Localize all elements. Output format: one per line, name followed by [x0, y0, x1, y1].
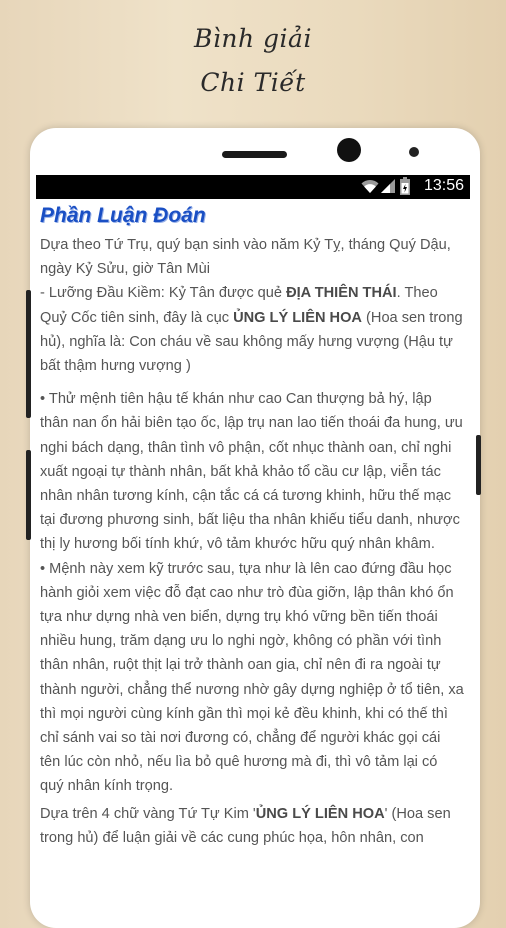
- paragraph-golden-words: [40, 802, 464, 850]
- paragraph-text: Dựa trên 4 chữ vàng Tứ Tự Kim ': [40, 805, 256, 822]
- promo-title-line-1: Bình giải: [194, 24, 312, 53]
- paragraph-text: ' (Hoa sen trong hủ) để luận giải về các cung phúc họa, hôn nhân, con: [40, 805, 451, 846]
- wifi-icon: [361, 178, 379, 198]
- side-button-right: [476, 435, 481, 495]
- app-screen: [36, 175, 470, 900]
- paragraph-text: . Theo Quỷ Cốc tiên sinh, đây là cục: [40, 285, 438, 326]
- reading-content: [40, 203, 464, 850]
- phone-speaker: [222, 151, 287, 158]
- volume-button: [26, 290, 31, 418]
- section-heading: Phần Luận Đoán: [40, 204, 206, 227]
- paragraph-han-viet: • Thử mệnh tiên hậu tế khán như cao Can thượng bả hý, lập thân nan ổn hải biên tạo ốc, lập trụ nan lao tiến thoái đa hung, ưu nghi bách dạng, thân tình vô phận, cốt nhục thành oan, chỉ nghi xuất ngoại tự thành nhân, bất khả khảo tổ cầu cư lập, viễn tác nhân nhân tương kính, cận tắc cá cá tương khinh, hữu thế mạc tại đương phương sinh, bất liệu tha nhân khiếu tiểu danh, nhược thị ly hương bối tính khứ, vô tảm khước hữu quý nhân khâm.: [40, 391, 463, 553]
- pattern-name: ỦNG LÝ LIÊN HOA: [255, 805, 385, 822]
- paragraph-luong-dau-kiem: [40, 281, 464, 378]
- paragraph-text: - Lưỡng Đầu Kiềm: Kỷ Tân được quẻ: [40, 285, 287, 302]
- promo-title-line-2: Chi Tiết: [200, 68, 306, 97]
- phone-camera: [337, 138, 361, 162]
- signal-icon: [380, 178, 396, 198]
- paragraph-translation: • Mệnh này xem kỹ trước sau, tựa như là lên cao đứng đầu học hành giỏi xem việc đỗ đạt cao như trò đùa giỡn, lập thân khó ổn tựa như dựng nhà ven biển, dựng trụ khó vững bền tiến thoái nhiều hung, trăm dạng ưu lo nghi ngờ, không có phần với tình thân nhân, ruột thịt lại trở thành oan gia, chỉ nên đi ra ngoài tự thành người, chẳng thể nương nhờ gây dựng nghiệp ở tổ tiên, xa thì mọi người cùng kính gần thì mọi kẻ đều khinh, khi có thế thì chỉ sánh vai so tài nơi đương có, chẳng để người khác gọi cái tên lúc còn nhỏ, nếu lìa bỏ quê hương mà đi, thì vô tảm lại có quý nhân kính trọng.: [40, 560, 464, 795]
- paragraph-intro: Dựa theo Tứ Trụ, quý bạn sinh vào năm Kỷ Tỵ, tháng Quý Dậu, ngày Kỷ Sửu, giờ Tân Mùi: [40, 237, 451, 278]
- phone-sensor: [409, 147, 419, 157]
- pattern-name: ỦNG LÝ LIÊN HOA: [233, 309, 362, 326]
- paragraph-text: (Hoa sen trong hủ), nghĩa là: Con cháu về sau không mấy hưng vượng (Hậu tự bất thậm hưng vượng ): [40, 309, 463, 375]
- hexagram-name: ĐỊA THIÊN THÁI: [286, 285, 397, 302]
- status-time: 13:56: [423, 177, 464, 194]
- power-button: [26, 450, 31, 540]
- status-bar: [36, 175, 470, 199]
- battery-icon: [400, 177, 410, 199]
